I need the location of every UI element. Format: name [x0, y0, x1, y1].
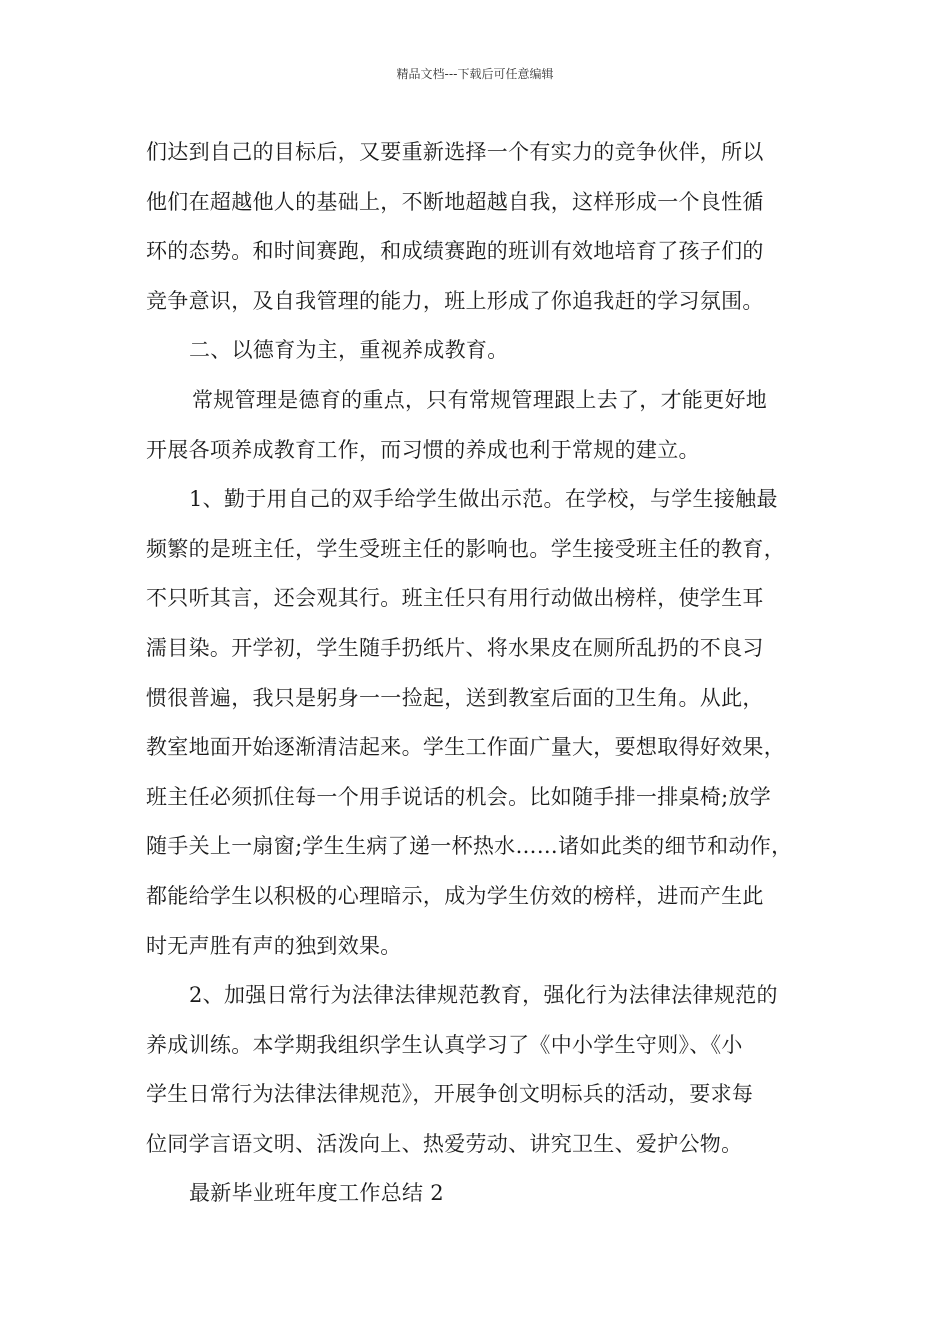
paragraph-line: 环的态势。和时间赛跑，和成绩赛跑的班训有效地培育了孩子们的 [146, 239, 764, 264]
paragraph-line: 惯很普遍，我只是躬身一一捡起，送到教室后面的卫生角。从此， [146, 685, 764, 710]
paragraph-line: 学生日常行为法律法律规范》，开展争创文明标兵的活动，要求每 [146, 1082, 754, 1107]
document-subtitle: 最新毕业班年度工作总结 2 [189, 1181, 444, 1206]
paragraph-line: 濡目染。开学初，学生随手扔纸片、将水果皮在厕所乱扔的不良习 [146, 635, 764, 660]
paragraph-line: 养成训练。本学期我组织学生认真学习了《中小学生守则》、《小 [146, 1032, 743, 1057]
paragraph-line: 不只听其言，还会观其行。班主任只有用行动做出榜样，使学生耳 [146, 586, 764, 611]
paragraph-line: 开展各项养成教育工作，而习惯的养成也利于常规的建立。 [146, 437, 700, 462]
paragraph-line: 随手关上一扇窗;学生生病了递一杯热水……诸如此类的细节和动作， [146, 834, 793, 859]
paragraph-line: 1、勤于用自己的双手给学生做出示范。在学校，与学生接触最 [189, 487, 778, 512]
document-body [146, 128, 808, 1219]
paragraph-line: 常规管理是德育的重点，只有常规管理跟上去了，才能更好地 [192, 387, 768, 412]
paragraph-line: 教室地面开始逐渐清洁起来。学生工作面广量大，要想取得好效果， [146, 735, 785, 760]
paragraph-line: 2、加强日常行为法律法律规范教育，强化行为法律法律规范的 [189, 983, 778, 1008]
paragraph-line: 他们在超越他人的基础上，不断地超越自我，这样形成一个良性循 [146, 189, 764, 214]
paragraph-line: 班主任必须抓住每一个用手说话的机会。比如随手排一排桌椅;放学 [146, 784, 772, 809]
page-header-watermark: 精品文档---下载后可任意编辑 [396, 67, 554, 81]
section-heading: 二、以德育为主，重视养成教育。 [189, 338, 509, 363]
paragraph-line: 竞争意识，及自我管理的能力，班上形成了你追我赶的学习氛围。 [146, 288, 764, 313]
paragraph-line: 位同学言语文明、活泼向上、热爱劳动、讲究卫生、爱护公物。 [146, 1131, 743, 1156]
paragraph-line: 频繁的是班主任，学生受班主任的影响也。学生接受班主任的教育， [146, 536, 785, 561]
paragraph-line: 都能给学生以积极的心理暗示，成为学生仿效的榜样，进而产生此 [146, 883, 764, 908]
paragraph-line: 们达到自己的目标后，又要重新选择一个有实力的竞争伙伴，所以 [146, 140, 764, 164]
paragraph-line: 时无声胜有声的独到效果。 [146, 933, 402, 958]
